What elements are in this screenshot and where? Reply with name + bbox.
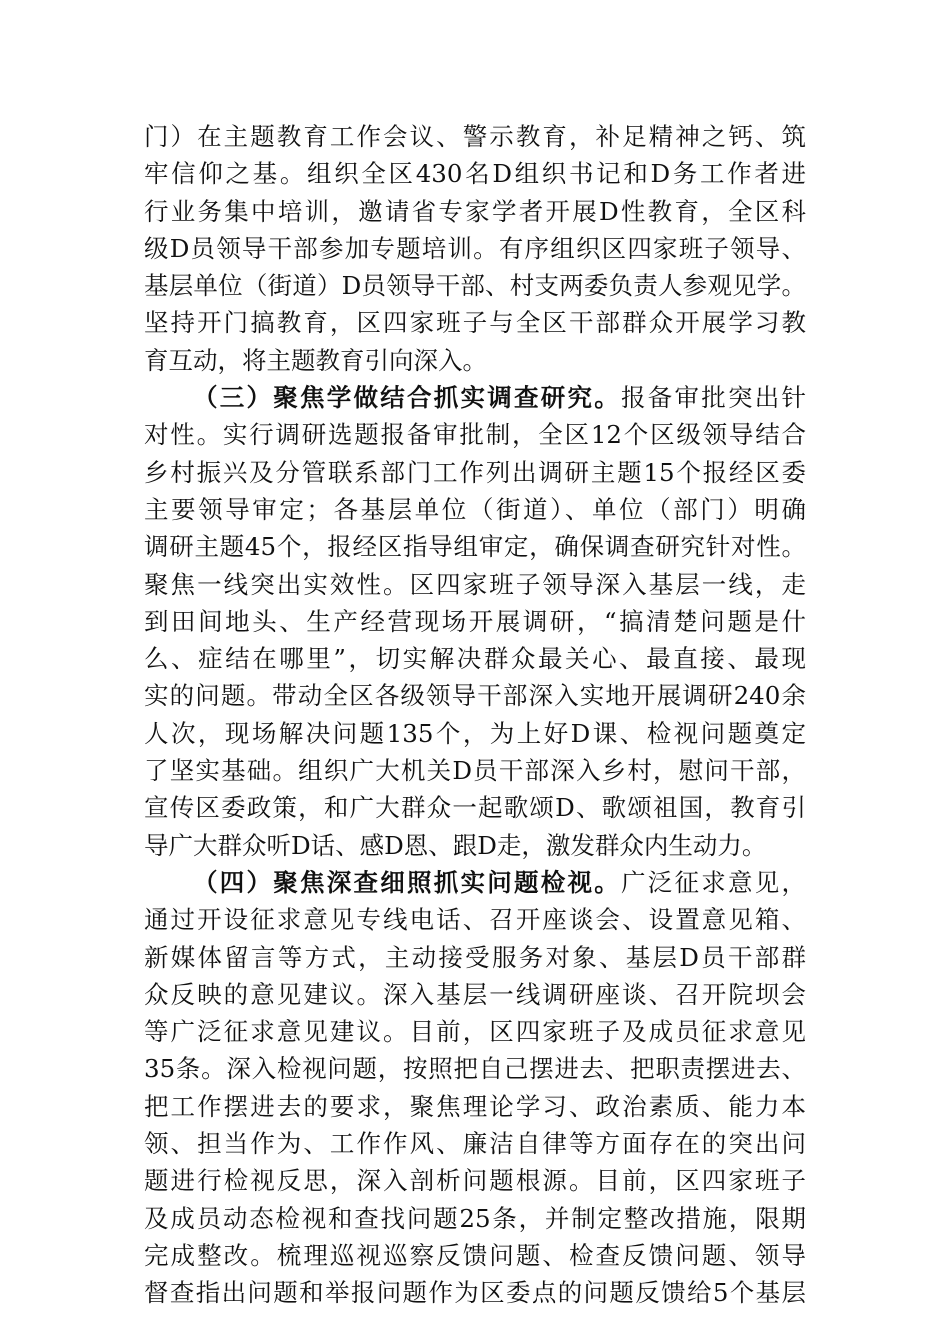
section-heading-4: （四）聚焦深查细照抓实问题检视。 xyxy=(193,867,621,897)
text-line: 宣传区委政策，和广大群众一起歌颂D、歌颂祖国，教育引 xyxy=(144,793,806,823)
text-line: 牢信仰之基。组织全区430名D组织书记和D务工作者进 xyxy=(144,159,806,189)
text-line: 主要领导审定；各基层单位（街道）、单位（部门）明确 xyxy=(144,494,806,524)
text-line: 调研主题45个，报经区指导组审定，确保调查研究针对性。 xyxy=(144,532,806,562)
text-line: 众反映的意见建议。深入基层一线调研座谈、召开院坝会 xyxy=(144,979,806,1009)
text-line: 完成整改。梳理巡视巡察反馈问题、检查反馈问题、领导 xyxy=(144,1240,806,1270)
section-heading-line xyxy=(144,864,806,901)
section-heading-line xyxy=(144,379,806,416)
text-line: 基层单位（街道）D员领导干部、村支两委负责人参观见学。 xyxy=(144,271,806,301)
text-line: 通过开设征求意见专线电话、召开座谈会、设置意见箱、 xyxy=(144,905,806,935)
section-heading-3-continuation: 报备审批突出针 xyxy=(621,383,806,413)
body-text xyxy=(144,118,806,1312)
text-line: 导广大群众听D话、感D恩、跟D走，激发群众内生动力。 xyxy=(144,830,767,860)
text-line: 实的问题。带动全区各级领导干部深入实地开展调研240余 xyxy=(144,681,806,711)
text-line: 督查指出问题和举报问题作为区委点的问题反馈给5个基层 xyxy=(144,1278,806,1308)
text-line: 把工作摆进去的要求，聚焦理论学习、政治素质、能力本 xyxy=(144,1091,806,1121)
text-line: 35条。深入检视问题，按照把自己摆进去、把职责摆进去、 xyxy=(144,1054,806,1084)
text-line: 到田间地头、生产经营现场开展调研，“搞清楚问题是什 xyxy=(144,606,806,636)
text-line: 坚持开门搞教育，区四家班子与全区干部群众开展学习教 xyxy=(144,308,806,338)
text-line: 题进行检视反思，深入剖析问题根源。目前，区四家班子 xyxy=(144,1166,806,1196)
text-line: 级D员领导干部参加专题培训。有序组织区四家班子领导、 xyxy=(144,233,806,263)
text-line: 人次，现场解决问题135个，为上好D课、检视问题奠定 xyxy=(144,718,806,748)
text-line: 么、症结在哪里”，切实解决群众最关心、最直接、最现 xyxy=(144,644,806,674)
text-line: 等广泛征求意见建议。目前，区四家班子及成员征求意见 xyxy=(144,1017,806,1047)
text-line: 聚焦一线突出实效性。区四家班子领导深入基层一线，走 xyxy=(144,569,806,599)
section-heading-3: （三）聚焦学做结合抓实调查研究。 xyxy=(193,383,621,413)
text-line: 对性。实行调研选题报备审批制，全区12个区级领导结合 xyxy=(144,420,806,450)
text-line: 行业务集中培训，邀请省专家学者开展D性教育，全区科 xyxy=(144,196,806,226)
text-line: 乡村振兴及分管联系部门工作列出调研主题15个报经区委 xyxy=(144,457,806,487)
text-line: 及成员动态检视和查找问题25条，并制定整改措施，限期 xyxy=(144,1203,806,1233)
text-line: 新媒体留言等方式，主动接受服务对象、基层D员干部群 xyxy=(144,942,806,972)
section-heading-4-continuation: 广泛征求意见， xyxy=(621,867,806,897)
text-line: 门）在主题教育工作会议、警示教育，补足精神之钙、筑 xyxy=(144,122,806,151)
text-line: 了坚实基础。组织广大机关D员干部深入乡村，慰问干部， xyxy=(144,756,806,786)
text-line: 领、担当作为、工作作风、廉洁自律等方面存在的突出问 xyxy=(144,1129,806,1159)
text-line: 育互动，将主题教育引向深入。 xyxy=(144,345,487,375)
